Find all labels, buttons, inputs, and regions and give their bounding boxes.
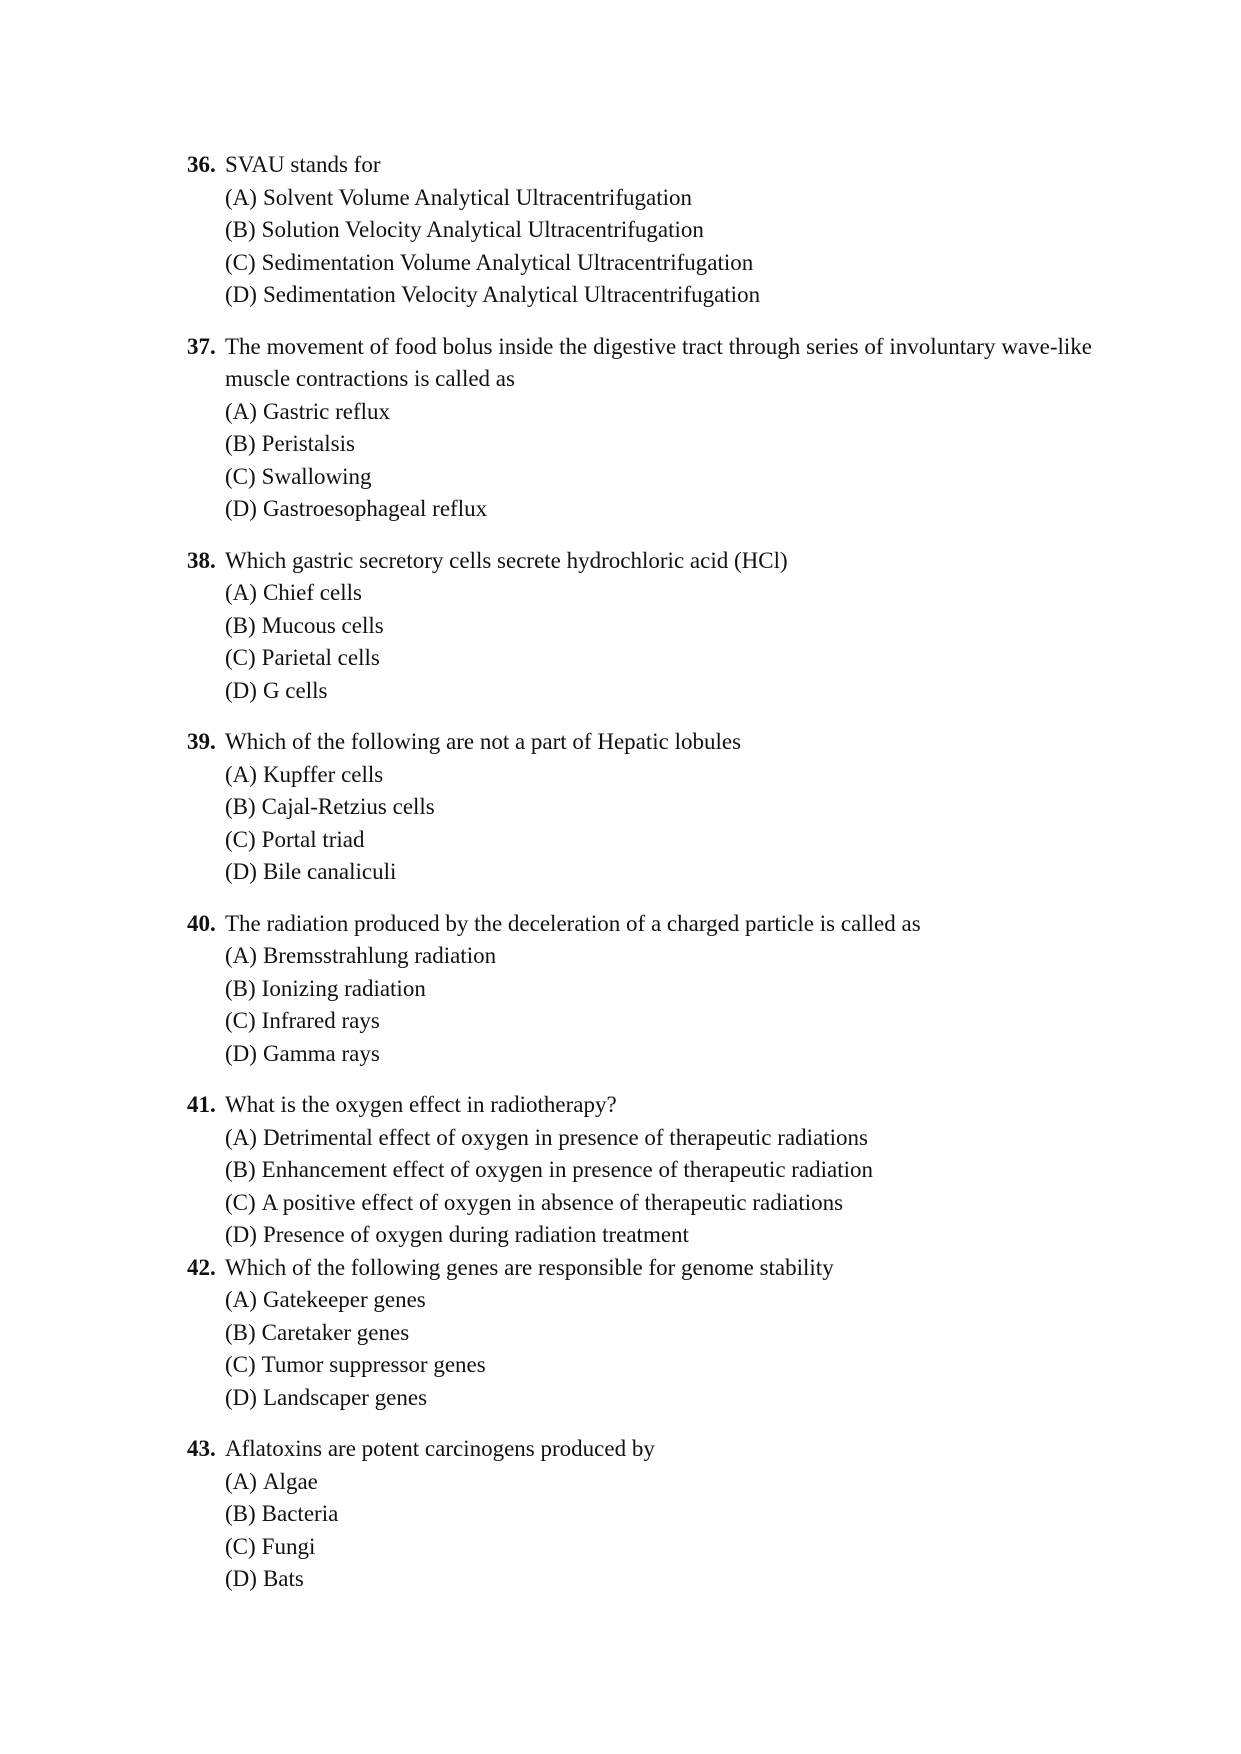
option-letter: (A) <box>225 943 257 968</box>
option-text: Enhancement effect of oxygen in presence of therapeutic radiation <box>261 1157 874 1182</box>
option-list <box>187 1466 1092 1596</box>
option-letter: (B) <box>225 1319 256 1345</box>
option-list <box>187 396 1092 526</box>
option-text: Detrimental effect of oxygen in presence of therapeutic radiations <box>262 1124 868 1150</box>
question-43 <box>187 1433 1092 1596</box>
option-text: Bile canaliculi <box>262 859 397 884</box>
option-d <box>225 279 1092 312</box>
option-c <box>225 1005 1092 1038</box>
option-list <box>187 577 1092 707</box>
option-letter: (C) <box>225 1533 256 1559</box>
option-text: Solvent Volume Analytical Ultracentrifugation <box>262 184 692 210</box>
option-text: Chief cells <box>262 580 362 605</box>
option-text: A positive effect of oxygen in absence of therapeutic radiations <box>261 1189 844 1215</box>
option-b <box>225 1498 1092 1531</box>
question-number: 40. <box>187 910 216 936</box>
question-39 <box>187 726 1092 889</box>
option-list <box>187 940 1092 1070</box>
option-letter: (D) <box>225 1384 257 1410</box>
question-number: 36. <box>187 152 216 177</box>
option-list <box>187 182 1092 312</box>
option-c <box>225 1531 1092 1564</box>
option-text: Cajal-Retzius cells <box>261 794 435 819</box>
question-38 <box>187 545 1092 708</box>
question-37 <box>187 331 1092 526</box>
question-sheet <box>187 149 1092 1596</box>
option-text: Tumor suppressor genes <box>261 1352 486 1377</box>
option-letter: (C) <box>225 463 256 489</box>
question-42 <box>187 1252 1092 1415</box>
question-number: 37. <box>187 333 216 359</box>
option-text: Peristalsis <box>261 431 355 456</box>
question-stem <box>187 331 1092 396</box>
option-c <box>225 642 1092 675</box>
option-letter: (D) <box>225 1566 257 1591</box>
option-letter: (A) <box>225 398 257 424</box>
option-letter: (C) <box>225 1008 256 1033</box>
option-text: Ionizing radiation <box>261 975 426 1001</box>
option-letter: (B) <box>225 1157 256 1182</box>
option-b <box>225 973 1092 1006</box>
option-letter: (D) <box>225 1040 257 1066</box>
question-40 <box>187 908 1092 1071</box>
option-letter: (B) <box>225 217 256 242</box>
option-letter: (B) <box>225 794 256 819</box>
question-text: Which of the following genes are responsible for genome stability <box>225 1254 834 1280</box>
option-b <box>225 1317 1092 1350</box>
question-stem <box>187 908 1092 941</box>
question-stem <box>187 1089 1092 1122</box>
option-text: Presence of oxygen during radiation treatment <box>262 1222 689 1247</box>
question-text: The movement of food bolus inside the digestive tract through series of involuntary wave-like muscle contractions is called as <box>225 333 1092 391</box>
question-number: 41. <box>187 1092 216 1117</box>
option-d <box>225 1038 1092 1071</box>
option-letter: (A) <box>225 1287 257 1312</box>
option-text: Mucous cells <box>261 612 384 638</box>
option-d <box>225 1219 1092 1252</box>
option-list <box>187 1284 1092 1414</box>
option-d <box>225 856 1092 889</box>
question-41 <box>187 1089 1092 1252</box>
option-text: Solution Velocity Analytical Ultracentrifugation <box>261 217 704 242</box>
question-stem <box>187 1433 1092 1466</box>
question-text: Which gastric secretory cells secrete hydrochloric acid (HCl) <box>225 547 788 573</box>
option-letter: (B) <box>225 431 256 456</box>
option-letter: (C) <box>225 645 256 670</box>
option-text: Kupffer cells <box>262 761 384 787</box>
option-text: Gatekeeper genes <box>262 1287 426 1312</box>
option-text: Sedimentation Velocity Analytical Ultracentrifugation <box>262 282 761 307</box>
option-a <box>225 577 1092 610</box>
question-stem <box>187 726 1092 759</box>
option-text: Bremsstrahlung radiation <box>262 943 497 968</box>
option-text: Caretaker genes <box>261 1319 410 1345</box>
question-number: 43. <box>187 1436 216 1461</box>
option-text: G cells <box>262 677 328 703</box>
option-b <box>225 428 1092 461</box>
option-letter: (D) <box>225 1222 257 1247</box>
option-text: Landscaper genes <box>262 1384 428 1410</box>
option-d <box>225 493 1092 526</box>
option-text: Sedimentation Volume Analytical Ultracentrifugation <box>261 249 754 275</box>
option-letter: (D) <box>225 859 257 884</box>
option-text: Bacteria <box>261 1501 339 1526</box>
option-text: Gamma rays <box>262 1040 380 1066</box>
option-letter: (A) <box>225 761 257 787</box>
option-a <box>225 1122 1092 1155</box>
option-a <box>225 940 1092 973</box>
option-list <box>187 759 1092 889</box>
option-letter: (C) <box>225 826 256 852</box>
option-text: Bats <box>262 1566 304 1591</box>
option-a <box>225 1284 1092 1317</box>
option-letter: (D) <box>225 282 257 307</box>
option-letter: (A) <box>225 184 257 210</box>
option-b <box>225 1154 1092 1187</box>
question-stem <box>187 1252 1092 1285</box>
option-letter: (C) <box>225 1352 256 1377</box>
question-text: Which of the following are not a part of Hepatic lobules <box>225 729 742 754</box>
option-letter: (A) <box>225 1468 257 1494</box>
option-text: Algae <box>262 1468 318 1494</box>
option-letter: (B) <box>225 975 256 1001</box>
question-text: The radiation produced by the deceleration of a charged particle is called as <box>225 910 921 936</box>
option-a <box>225 1466 1092 1499</box>
option-text: Gastric reflux <box>262 398 391 424</box>
option-a <box>225 759 1092 792</box>
option-letter: (B) <box>225 1501 256 1526</box>
option-c <box>225 1187 1092 1220</box>
option-list <box>187 1122 1092 1252</box>
option-d <box>225 1382 1092 1415</box>
question-text: SVAU stands for <box>225 152 381 177</box>
option-letter: (B) <box>225 612 256 638</box>
option-text: Gastroesophageal reflux <box>262 496 488 521</box>
question-number: 42. <box>187 1254 216 1280</box>
option-letter: (A) <box>225 580 257 605</box>
option-letter: (D) <box>225 677 257 703</box>
option-c <box>225 1349 1092 1382</box>
option-text: Swallowing <box>261 463 372 489</box>
option-c <box>225 247 1092 280</box>
option-letter: (D) <box>225 496 257 521</box>
option-d <box>225 675 1092 708</box>
option-d <box>225 1563 1092 1596</box>
question-stem <box>187 545 1092 578</box>
option-a <box>225 182 1092 215</box>
option-text: Portal triad <box>261 826 365 852</box>
option-text: Parietal cells <box>261 645 380 670</box>
option-b <box>225 610 1092 643</box>
question-text: What is the oxygen effect in radiotherapy? <box>225 1092 617 1117</box>
option-text: Fungi <box>261 1533 316 1559</box>
option-text: Infrared rays <box>261 1008 380 1033</box>
question-number: 38. <box>187 547 216 573</box>
option-letter: (C) <box>225 249 256 275</box>
option-letter: (A) <box>225 1124 257 1150</box>
question-stem <box>187 149 1092 182</box>
question-36 <box>187 149 1092 312</box>
option-b <box>225 791 1092 824</box>
option-letter: (C) <box>225 1189 256 1215</box>
option-a <box>225 396 1092 429</box>
option-b <box>225 214 1092 247</box>
option-c <box>225 461 1092 494</box>
question-text: Aflatoxins are potent carcinogens produced by <box>225 1436 655 1461</box>
question-number: 39. <box>187 729 216 754</box>
option-c <box>225 824 1092 857</box>
